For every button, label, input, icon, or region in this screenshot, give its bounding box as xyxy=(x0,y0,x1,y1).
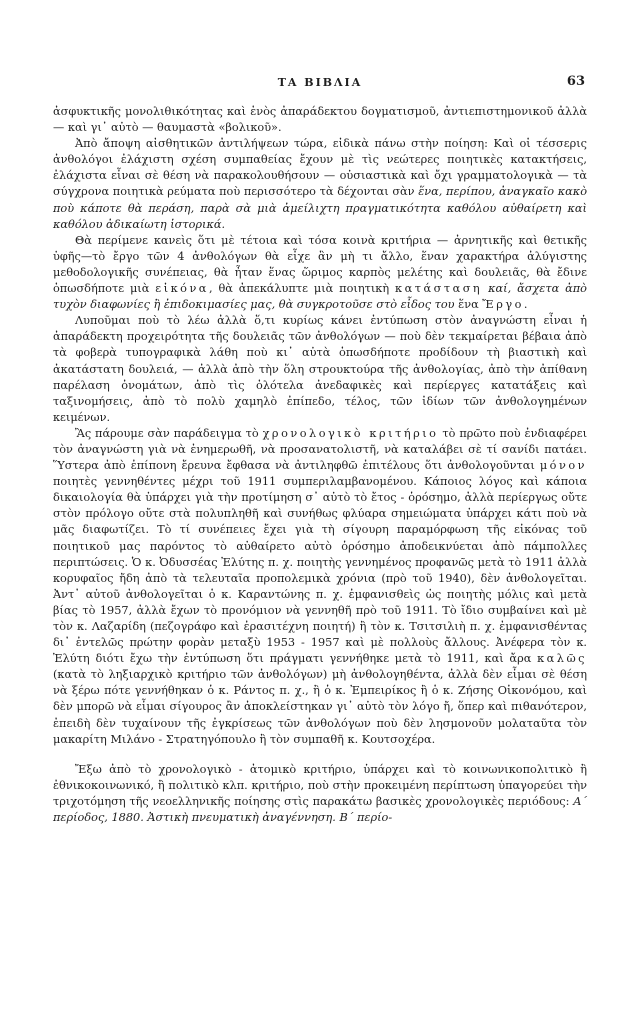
paragraph xyxy=(53,426,587,748)
text-run: χρονολογικὸ κριτήριο xyxy=(262,426,439,440)
running-title: ΤΑ ΒΙΒΛΙΑ xyxy=(277,76,363,89)
page-number: 63 xyxy=(566,74,585,89)
text-run: (κατὰ τὸ ληξιαρχικὸ κριτήριο τῶν ἀνθολόγων) μὴ ἀνθολογηθέντα, ἀλλὰ δὲν εἶμαι σὲ θέση νὰ ξέρω πότε γεννήθηκαν ὁ κ. Ράντος π. χ., ἢ ὁ κ. Ἐμπειρίκος ἢ ὁ κ. Ζήσης Οἰκονόμου, καὶ δὲν μπορῶ νὰ εἶμαι σίγουρος ἂν ἀποκλείστηκαν γι᾿ αὐτὸ τὸν λόγο ἤ, ὅπερ καὶ πιθανότερον, ἐπειδὴ δὲν τυχαίνουν τῆς ἐγκρίσεως τῶν ἀνθολόγων ποὺ δὲν λησμονοῦν μολαταῦτα τὸν μακαρίτη Μιλάνο - Στρατηγόπουλο ἢ τὸν συμπαθῆ κ. Κουτσοχέρα. xyxy=(53,668,587,746)
page-header xyxy=(55,76,585,96)
text-run: ἀσφυκτικῆς μονολιθικότητας καὶ ἑνὸς ἀπαράδεκτου δογματισμοῦ, ἀντιεπιστημονικοῦ ἀλλὰ — καὶ γι᾿ αὐτὸ — θαυμαστὰ «βολικοῦ». xyxy=(53,105,587,135)
text-run: Ἔξω ἀπὸ τὸ χρονολογικὸ - ἀτομικὸ κριτήριο, ὑπάρχει καὶ τὸ κοινωνικοπολιτικὸ ἢ ἐθνικοκοινωνικό, ἢ πολιτικὸ κλπ. κριτήριο, ποὺ στὴν προκειμένη περίπτωση ὑπαγορεύει τὴν τριχοτόμηση τῆς νεοελληνικῆς ποίησης στὶς παρακάτω βασικὲς χρονολογικὲς περιόδους: xyxy=(53,762,587,808)
text-run: ποιητὲς γεννηθέντες μέχρι τοῦ 1911 συμπεριλαμβανομένου. Κάποιος λόγος καὶ κάποια δικαιολογία θὰ ὑπάρχει γιὰ τὴν προτίμηση σ᾿ αὐτὸ τὸ ἔτος - ὁρόσημο, ἀλλὰ περίεργως οὔτε στὸν πρόλογο οὔτε στὰ πολυπληθῆ καὶ συνήθως φλύαρα σημειώματα ὑπάρχει κάτι ποὺ νὰ μᾶς διαφωτίζει. Τὸ τί συνέπειες ἔχει γιὰ τὴ σίγουρη παραμόρφωση τῆς εἰκόνας τοῦ ποιητικοῦ μας παρόντος τὸ αὐθαίρετο αὐτὸ ὁρόσημο ἀποδεικνύεται ἀπὸ πάμπολλες περιπτώσεις. Ὁ κ. Ὀδυσσέας Ἐλύτης π. χ. ποιητὴς γεννημένος προφανῶς μετὰ τὸ 1911 ἀλλὰ κορυφαῖος ἤδη ἀπὸ τὰ τελευταῖα προπολεμικὰ χρόνια (πρὸ τοῦ 1940), δὲν ἀνθολογεῖται. Ἀντ᾿ αὐτοῦ ἀνθολογεῖται ὁ κ. Καραντώνης π. χ. ἐμφανισθεὶς ὡς ποιητὴς μόλις καὶ μετὰ βίας τὸ 1957, ἀλλὰ ἔχων τὸ προνόμιον νὰ γεννηθῆ πρὸ τοῦ 1911. Τὸ ἴδιο συμβαίνει καὶ μὲ τὸν κ. Λαζαρίδη (πεζογράφο καὶ ἐρασιτέχνη ποιητή) ἢ τὸν κ. Τσιτσιλιὴ π. χ. ἐμφανισθέντας δι᾿ ἐντελῶς πρώτην φορὰν μεταξὺ 1953 - 1957 καὶ μὲ πολλοὺς ἄλλους. Ἀνέφερα τὸν κ. Ἐλύτη διότι ἔχω τὴν ἐντύπωση ὅτι πράγματι γεννήθηκε μετὰ τὸ 1911, καὶ ἄρα xyxy=(53,475,587,666)
text-run: καί, ἄσχετα ἀπὸ τυχὸν διαφωνίες ἢ ἐπιδοκιμασίες μας, θὰ συγκροτοῦσε στὸ εἶδος του xyxy=(53,282,587,312)
text-run: Λυποῦμαι ποὺ τὸ λέω ἀλλὰ ὅ,τι κυρίως κάνει ἐντύπωση στὸν ἀναγνώστη εἶναι ἡ ἀπαράδεκτη προχειρότητα τῆς δουλειᾶς τῶν ἀνθολόγων — ποὺ δὲν τεκμαίρεται βέβαια ἀπὸ τὰ φοβερὰ τυπογραφικὰ λάθη ποὺ κι᾿ αὐτὰ ὁπωσδήποτε προδίδουν τὴ βιαστικὴ καὶ ἀκατάστατη δουλειά, — ἀλλὰ ἀπὸ τὴν ὅλη στρουκτούρα τῆς ἀνθολογίας, ἀπὸ τὴν ἀπίθανη παρέλαση ὀνομάτων, ἀπὸ τὶς ὁλότελα ἀνεδαφικὲς καὶ περίεργες κατατάξεις καὶ ταξινομήσεις, ἀπὸ τὸ πολὺ χαμηλὸ ἐπίπεδο, τέλος, τῶν ἰδίων τῶν ἀνθολογημένων κειμένων. xyxy=(53,314,587,424)
text-run: μόνον xyxy=(539,459,587,473)
text-run: Θὰ περίμενε κανεὶς ὅτι μὲ τέτοια καὶ τόσα κοινὰ κριτήρια — ἀρνητικῆς καὶ θετικῆς ὑφῆς—τὸ ἔργο τῶν 4 ἀνθολόγων θὰ εἶχε ἂν μὴ τι ἄλλο, ἕναν χαρακτήρα ἀλύγιστης μεθοδολογικῆς συνέπειας, θὰ ἦταν ἕνας ὥριμος καρπὸς μελέτης καὶ δουλειᾶς, θὰ ἔδινε ὁπωσδήποτε μιὰ xyxy=(53,233,587,296)
text-run: ἕνα, περίπου, ἀναγκαῖο κακὸ ποὺ κάποτε θὰ περάση, παρὰ σὰ μιὰ ἀμείλιχτη πραγματικότητα καθόλου αὐθαίρετη καὶ καθόλου ἀδικαίωτη ἱστορικά. xyxy=(53,185,587,231)
text-run: , θὰ ἀπεκάλυπτε μιὰ ποιητικὴ xyxy=(208,282,396,296)
article-body xyxy=(53,104,587,826)
text-run: . xyxy=(523,298,528,312)
text-run: Ἔργο xyxy=(482,298,524,312)
text-run: Α΄ περίοδος, 1880. Ἀστικὴ πνευματικὴ ἀναγέννηση. Β΄ περίο- xyxy=(53,794,587,825)
text-run: Ἂς πάρουμε σὰν παράδειγμα τὸ xyxy=(75,426,263,440)
text-run: ἕνα xyxy=(454,298,483,312)
text-run: εἰκόνα xyxy=(155,282,209,296)
paragraph xyxy=(53,762,587,826)
text-run: κατάσταση xyxy=(395,282,483,296)
paragraph xyxy=(53,136,587,233)
paragraph xyxy=(53,313,587,426)
text-run: Ἀπὸ ἄποψη αἰσθητικῶν ἀντιλήψεων τώρα, εἰδικὰ πάνω στὴν ποίηση: Καὶ οἱ τέσσερις ἀνθολόγοι ἐλάχιστη σχέση συμπαθείας ἔχουν μὲ τὶς νεώτερες ποιητικὲς κατακτήσεις, ἐλάχιστα εἶναι σὲ θέση νὰ παρακολουθήσουν — οὐσιαστικὰ καὶ ὄχι γραμματολογικὰ — τὰ σύγχρονα ποιητικὰ ρεύματα ποὺ περισσότερο τὰ δέχονται σὰν xyxy=(53,137,587,199)
text-run: καλῶς xyxy=(537,652,587,666)
paragraph xyxy=(53,104,587,136)
text-run: τὸ πρῶτο ποὺ ἐνδιαφέρει τὸν ἀναγνώστη γιὰ νὰ ἐνημερωθῆ, νὰ προσανατολιστῆ, νὰ καταλάβει σὲ τί σανίδι πατάει. Ὕστερα ἀπὸ ἐπίπονη ἔρευνα ἔφθασα νὰ ἀντιληφθῶ ἐπιτέλους ὅτι ἀνθολογοῦνται xyxy=(53,426,588,473)
paragraph xyxy=(53,233,587,313)
